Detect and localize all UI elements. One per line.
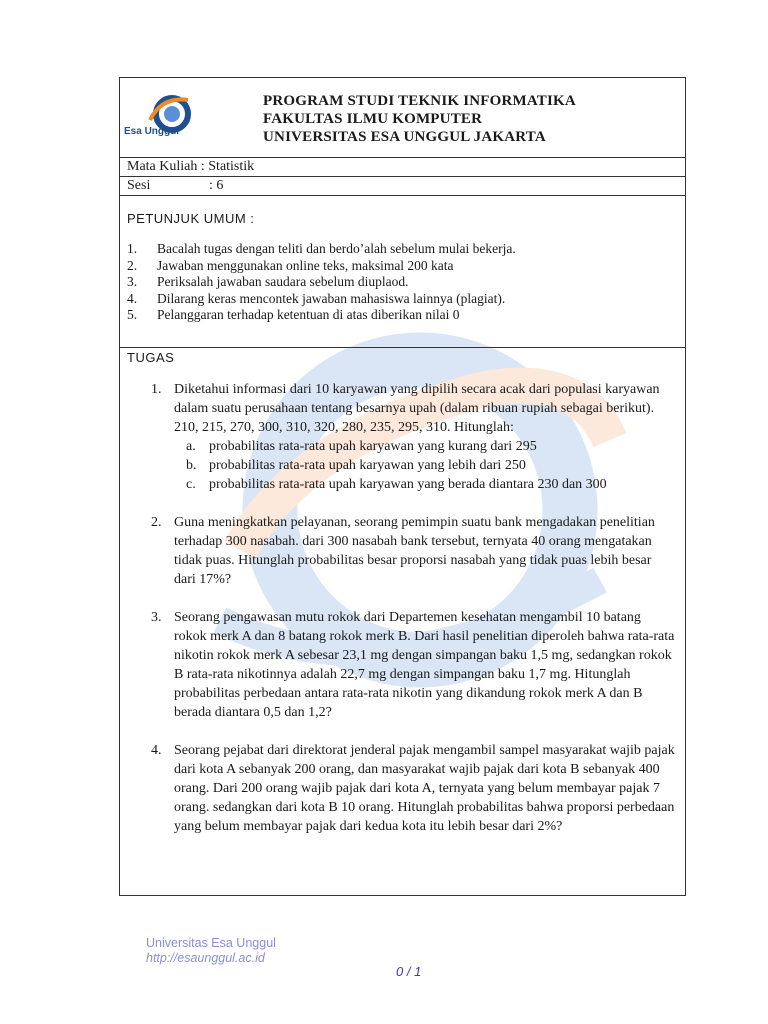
sub-item: c. probabilitas rata-rata upah karyawan yang berada diantara 230 dan 300 <box>186 477 607 492</box>
assignment-title: TUGAS <box>127 350 175 365</box>
list-item: 3. Periksalah jawaban saudara sebelum diuplaod. <box>127 274 409 289</box>
institution-header <box>263 92 576 146</box>
course-label: Mata Kuliah <box>127 159 198 174</box>
list-item: 5. Pelanggaran terhadap ketentuan di atas diberikan nilai 0 <box>127 307 460 322</box>
task-text: Seorang pejabat dari direktorat jenderal pajak mengambil sampel masyarakat wajib pajak dari kota A sebanyak 200 orang, dan masyarakat wajib pajak dari kota B sebanyak 400 orang. Dari 200 orang wajib pajak dari kota A, ternyata yang belum membayar pajak 7 orang. sedangkan dari kota B 10 orang. Hitunglah probabilitas bahwa proporsi perbedaan yang belum membayar pajak dari kedua kota itu lebih besar dari 2%? <box>174 743 675 834</box>
header-row <box>120 78 685 158</box>
assignment-section <box>120 350 685 836</box>
task-text: Diketahui informasi dari 10 karyawan yang dipilih secara acak dari populasi karyawan dalam suatu perusahaan tentang besarnya upah (dalam ribuan rupiah sebagai berikut). 210, 215, 270, 300, 310, 320, 280, 235, 295, 310. Hitunglah: <box>174 382 660 435</box>
logo-text: Esa Unggul <box>124 126 180 137</box>
session-value: : 6 <box>209 178 224 193</box>
instructions-list <box>127 241 679 324</box>
sub-item: a. probabilitas rata-rata upah karyawan yang kurang dari 295 <box>186 439 537 454</box>
task-text: Guna meningkatkan pelayanan, seorang pemimpin suatu bank mengadakan penelitian terhadap 300 nasabah. dari 300 nasabah bank tersebut, ternyata 40 orang mengatakan tidak puas. Hitunglah probabilitas besar proporsi nasabah yang tidak puas lebih besar dari 17%? <box>174 515 655 587</box>
course-value: : Statistik <box>200 159 255 174</box>
list-item: 2. Jawaban menggunakan online teks, maksimal 200 kata <box>127 257 454 273</box>
page-footer <box>146 936 276 966</box>
task-item: 2. Guna meningkatkan pelayanan, seorang pemimpin suatu bank mengadakan penelitian terhadap 300 nasabah. dari 300 nasabah bank tersebut, ternyata 40 orang mengatakan tidak puas. Hitunglah probabilitas besar proporsi nasabah yang tidak puas lebih besar dari 17%? <box>127 513 675 589</box>
task-item: 4. Seorang pejabat dari direktorat jenderal pajak mengambil sampel masyarakat wajib pajak dari kota A sebanyak 200 orang, dan masyarakat wajib pajak dari kota B sebanyak 400 orang. Dari 200 orang wajib pajak dari kota A, ternyata yang belum membayar pajak 7 orang. sedangkan dari kota B 10 orang. Hitunglah probabilitas bahwa proporsi perbedaan yang belum membayar pajak dari kedua kota itu lebih besar dari 2%? <box>151 743 675 834</box>
assignment-frame <box>119 77 686 896</box>
list-item: 1. Bacalah tugas dengan teliti dan berdo’alah sebelum mulai bekerja. <box>127 241 516 256</box>
faculty-name: FAKULTAS ILMU KOMPUTER <box>263 111 483 127</box>
program-name: PROGRAM STUDI TEKNIK INFORMATIKA <box>263 93 576 109</box>
task-item: 1. Diketahui informasi dari 10 karyawan yang dipilih secara acak dari populasi karyawan dalam suatu perusahaan tentang besarnya upah (dalam ribuan rupiah sebagai berikut). 210, 215, 270, 300, 310, 320, 280, 235, 295, 310. Hitunglah: a. probabilitas rata-rata upah karyawan yang kurang dari 295 b. probabilitas rata-rata upah karyawan yang lebih dari 250 c. probabilitas rata-rata upah karyawan yang berada diantara 230 dan 300 <box>127 380 675 494</box>
university-logo-icon <box>142 90 198 150</box>
sub-item: b. probabilitas rata-rata upah karyawan yang lebih dari 250 <box>186 458 526 473</box>
footer-university: Universitas Esa Unggul <box>146 936 276 950</box>
session-label: Sesi <box>127 178 151 193</box>
university-name: UNIVERSITAS ESA UNGGUL JAKARTA <box>263 129 546 145</box>
general-instructions <box>120 196 685 348</box>
task-item: 3. Seorang pengawasan mutu rokok dari Departemen kesehatan mengambil 10 batang rokok merk A dan 8 batang rokok merk B. Dari hasil penelitian diperoleh bahwa rata-rata nikotin rokok merk A sebesar 23,1 mg dengan simpangan baku 1,5 mg, sedangkan rokok B rata-rata nikotinnya adalah 22,7 mg dengan simpangan baku 1,7 mg. Hitunglah probabilitas perbedaan antara rata-rata nikotin yang dikandung rokok merk A dan B berada diantara 0,5 dan 1,2? <box>151 610 675 720</box>
task-text: Seorang pengawasan mutu rokok dari Departemen kesehatan mengambil 10 batang rokok merk A dan 8 batang rokok merk B. Dari hasil penelitian diperoleh bahwa rata-rata nikotin rokok merk A sebesar 23,1 mg dengan simpangan baku 1,5 mg, sedangkan rokok B rata-rata nikotinnya adalah 22,7 mg dengan simpangan baku 1,7 mg. Hitunglah probabilitas perbedaan antara rata-rata nikotin yang dikandung rokok merk A dan B berada diantara 0,5 dan 1,2? <box>174 610 675 720</box>
footer-link[interactable]: http://esaunggul.ac.id <box>146 951 265 965</box>
instructions-title: PETUNJUK UMUM : <box>127 211 255 226</box>
course-row <box>120 158 685 177</box>
session-row <box>120 177 685 196</box>
list-item: 4. Dilarang keras mencontek jawaban mahasiswa lainnya (plagiat). <box>127 290 506 306</box>
page-number: 0 / 1 <box>396 964 422 979</box>
